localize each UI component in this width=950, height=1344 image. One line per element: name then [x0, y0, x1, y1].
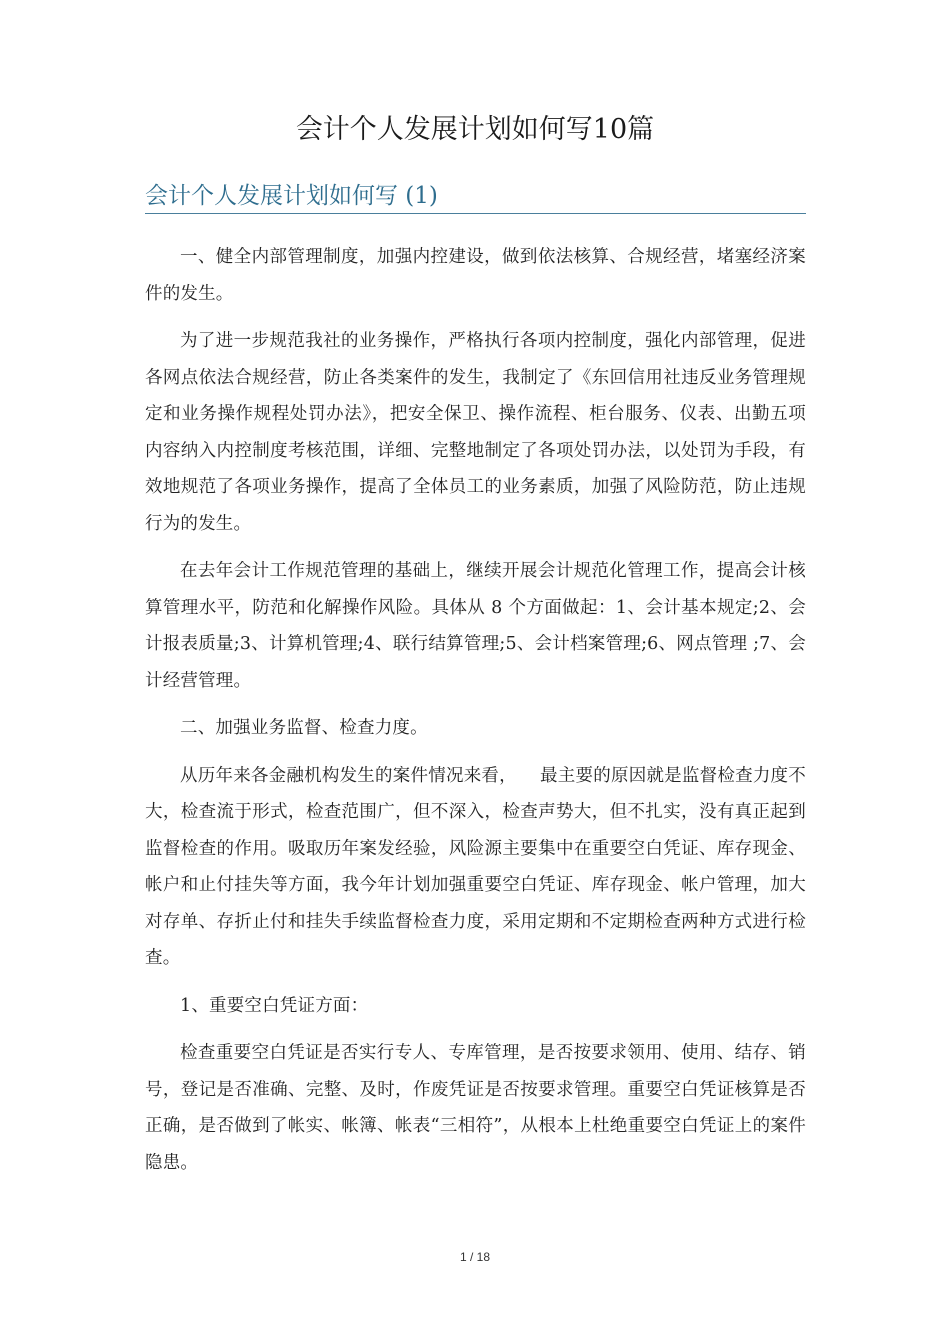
paragraph: 为了进一步规范我社的业务操作，严格执行各项内控制度，强化内部管理，促进各网点依法合规经营，防止各类案件的发生，我制定了《东回信用社违反业务管理规定和业务操作规程处罚办法》，把安全保卫、操作流程、柜台服务、仪表、出勤五项内容纳入内控制度考核范围，详细、完整地制定了各项处罚办法，以处罚为手段，有效地规范了各项业务操作，提高了全体员工的业务素质，加强了风险防范，防止违规行为的发生。 [145, 331, 806, 534]
document-body [145, 239, 806, 1192]
paragraph: 一、健全内部管理制度，加强内控建设，做到依法核算、合规经营，堵塞经济案件的发生。 [145, 247, 806, 304]
paragraph: 从历年来各金融机构发生的案件情况来看， 最主要的原因就是监督检查力度不大，检查流于形式，检查范围广，但不深入，检查声势大，但不扎实，没有真正起到监督检查的作用。吸取历年案发经验，风险源主要集中在重要空白凭证、库存现金、帐户和止付挂失等方面，我今年计划加强重要空白凭证、库存现金、帐户管理，加大对存单、存折止付和挂失手续监督检查力度，采用定期和不定期检查两种方式进行检查。 [145, 765, 806, 968]
document-title: 会计个人发展计划如何写10篇 [295, 114, 655, 145]
paragraph: 二、加强业务监督、检查力度。 [180, 718, 428, 738]
page-number: 1 / 18 [459, 1250, 491, 1264]
paragraph: 在去年会计工作规范管理的基础上，继续开展会计规范化管理工作，提高会计核算管理水平，防范和化解操作风险。具体从 8 个方面做起：1、会计基本规定;2、会计报表质量;3、计算机管理;4、联行结算管理;5、会计档案管理;6、网点管理 ;7、会计经营管理。 [145, 561, 806, 691]
paragraph: 1、重要空白凭证方面： [180, 995, 369, 1016]
section-heading: 会计个人发展计划如何写 (1) [145, 181, 806, 214]
paragraph: 检查重要空白凭证是否实行专人、专库管理，是否按要求领用、使用、结存、销号，登记是否准确、完整、及时，作废凭证是否按要求管理。重要空白凭证核算是否正确，是否做到了帐实、帐簿、帐表“三相符”，从根本上杜绝重要空白凭证上的案件隐患。 [145, 1043, 806, 1173]
